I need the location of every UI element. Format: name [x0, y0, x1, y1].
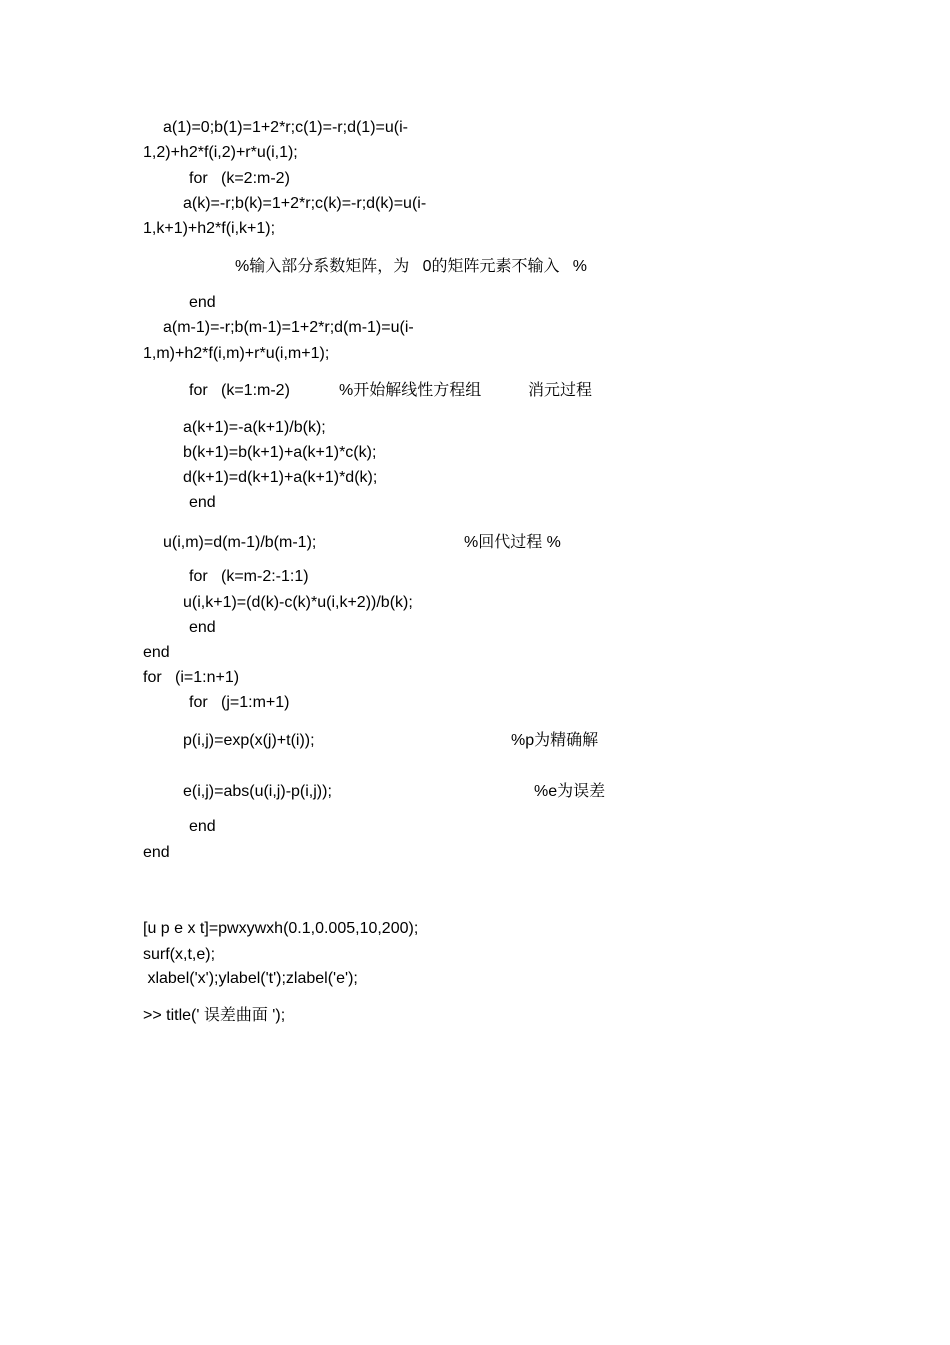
code-line: a(1)=0;b(1)=1+2*r;c(1)=-r;d(1)=u(i-	[163, 119, 408, 136]
comment-text: %e为误差	[534, 783, 606, 800]
code-line: end	[189, 494, 216, 511]
code-line: end	[143, 844, 170, 861]
code-line: end	[189, 294, 216, 311]
code-line: e(i,j)=abs(u(i,j)-p(i,j));	[183, 783, 332, 800]
code-line: 1,k+1)+h2*f(i,k+1);	[143, 220, 276, 237]
code-line: end	[189, 619, 216, 636]
code-line: xlabel('x');ylabel('t');zlabel('e');	[143, 970, 358, 987]
code-line: 1,2)+h2*f(i,2)+r*u(i,1);	[143, 144, 298, 161]
comment-text: %回代过程 %	[464, 534, 561, 551]
code-line: u(i,k+1)=(d(k)-c(k)*u(i,k+2))/b(k);	[183, 594, 413, 611]
code-line: 1,m)+h2*f(i,m)+r*u(i,m+1);	[143, 345, 330, 362]
code-line: for (k=m-2:-1:1)	[189, 568, 309, 585]
code-line: for (j=1:m+1)	[189, 694, 290, 711]
code-line: d(k+1)=d(k+1)+a(k+1)*d(k);	[183, 469, 378, 486]
comment-text: %p为精确解	[511, 732, 599, 749]
code-line: surf(x,t,e);	[143, 946, 216, 963]
comment-line: %输入部分系数矩阵，为 0的矩阵元素不输入 %	[235, 258, 588, 275]
code-line: >> title(' 误差曲面 ');	[143, 1007, 286, 1024]
code-line: b(k+1)=b(k+1)+a(k+1)*c(k);	[183, 444, 377, 461]
comment-text: %开始解线性方程组	[339, 382, 482, 399]
code-line: [u p e x t]=pwxywxh(0.1,0.005,10,200);	[143, 920, 419, 937]
code-line: for (k=1:m-2)	[189, 382, 290, 399]
code-line: a(k+1)=-a(k+1)/b(k);	[183, 419, 326, 436]
code-line: end	[143, 644, 170, 661]
code-line: for (i=1:n+1)	[143, 669, 240, 686]
code-line: end	[189, 818, 216, 835]
code-line: p(i,j)=exp(x(j)+t(i));	[183, 732, 315, 749]
code-line: a(m-1)=-r;b(m-1)=1+2*r;d(m-1)=u(i-	[163, 319, 414, 336]
code-line: a(k)=-r;b(k)=1+2*r;c(k)=-r;d(k)=u(i-	[183, 195, 427, 212]
code-line: u(i,m)=d(m-1)/b(m-1);	[163, 534, 317, 551]
code-line: for (k=2:m-2)	[189, 170, 290, 187]
comment-text: 消元过程	[528, 382, 593, 399]
